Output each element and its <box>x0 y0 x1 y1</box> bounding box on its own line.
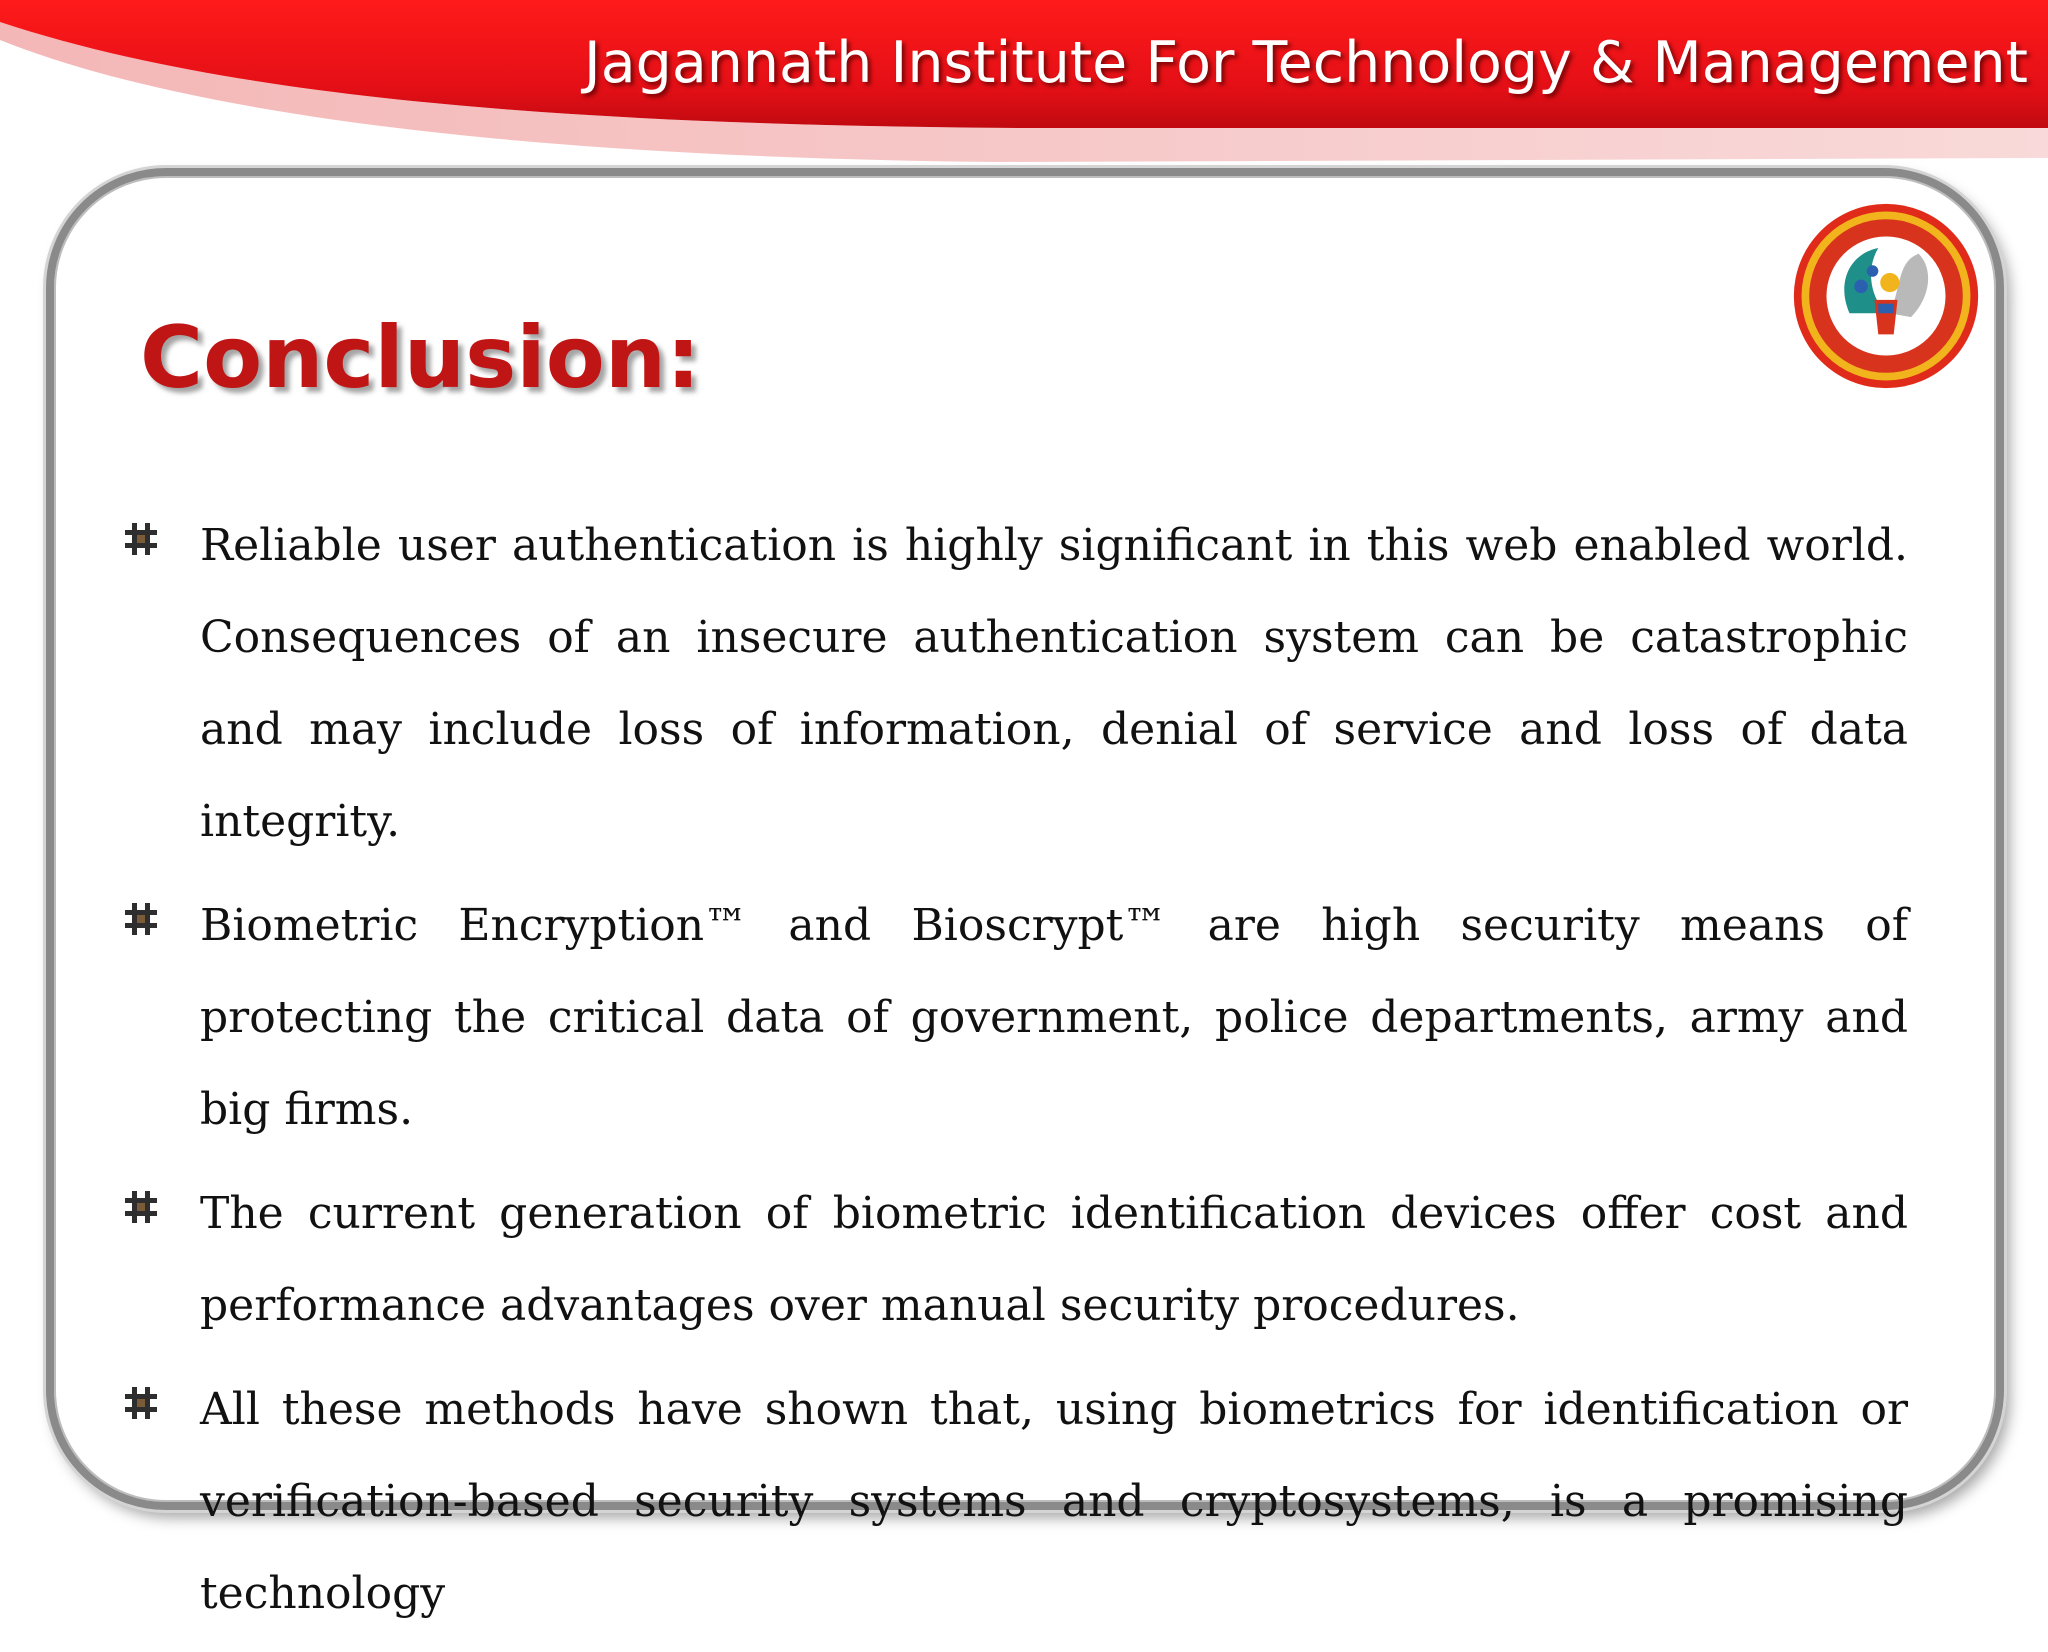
bullet-text: All these methods have shown that, using biometrics for identification or verification-based security systems and cryptosystems, is a promising technology <box>200 1384 1908 1619</box>
square-hash-bullet-icon <box>124 522 158 556</box>
slide-title: Conclusion: <box>140 308 701 408</box>
square-hash-bullet-icon <box>124 1190 158 1224</box>
square-hash-bullet-icon <box>124 1386 158 1420</box>
list-item <box>124 500 1908 868</box>
bullet-text: Reliable user authentication is highly significant in this web enabled world. Consequences of an insecure authentication system can be catastrophic and may include loss of information, denial of service and loss of data integrity. <box>200 520 1908 847</box>
institute-name: Jagannath Institute For Technology & Management <box>583 30 2028 96</box>
institute-seal-icon <box>1790 200 1982 392</box>
list-item <box>124 880 1908 1156</box>
bullet-list <box>124 500 1908 1652</box>
bullet-text: The current generation of biometric identification devices offer cost and performance advantages over manual security procedures. <box>200 1188 1908 1331</box>
square-hash-bullet-icon <box>124 902 158 936</box>
list-item <box>124 1364 1908 1640</box>
list-item <box>124 1168 1908 1352</box>
bullet-text: Biometric Encryption™ and Bioscrypt™ are high security means of protecting the critical data of government, police departments, army and big firms. <box>200 900 1908 1135</box>
